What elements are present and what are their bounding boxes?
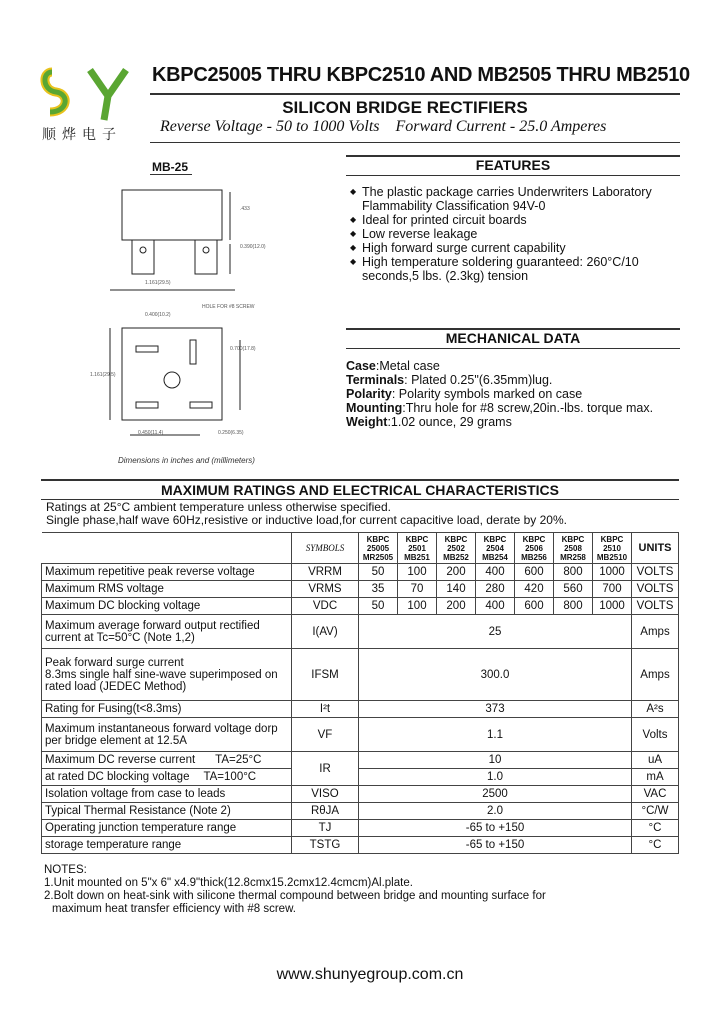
subtitle: SILICON BRIDGE RECTIFIERS [282,98,528,117]
column-header: KBPC 2508 MR258 [554,533,593,564]
table-row: Maximum RMS voltage VRMS 35 70 140 280 420 560 700 VOLTS [42,581,679,598]
table-row: at rated DC blocking voltage TA=100°C 1.0 mA [42,769,679,786]
notes-heading: NOTES: [44,864,87,876]
package-label: MB-25 [152,160,189,174]
case-label: Case [346,359,376,373]
logo-chinese-text: 顺烨电子 [42,127,122,143]
title-rule [150,93,680,95]
polarity-label: Polarity [346,387,392,401]
table-row: Peak forward surge current 8.3ms single half sine-wave superimposed on rated load (JEDEC Method) IFSM 300.0 Amps [42,649,679,701]
intro-line-2: Single phase,half wave 60Hz,resistive or inductive load,for current capacitive load, derate by 20%. [46,513,567,527]
features-list [350,185,670,283]
note-2-cont: maximum heat transfer efficiency with #8 screw. [52,903,296,915]
table-row: storage temperature range TSTG -65 to +150 °C [42,837,679,854]
table-header-row [42,533,679,564]
forward-current: Forward Current - 25.0 Amperes [395,118,607,135]
ratings-heading: MAXIMUM RATINGS AND ELECTRICAL CHARACTERISTICS [161,482,559,498]
svg-text:1.161(29.5): 1.161(29.5) [90,372,116,378]
feature-item: ◆ Low reverse leakage [350,227,670,241]
column-header: KBPC 2506 MB256 [515,533,554,564]
subtitle-rule [150,142,680,143]
svg-text:HOLE FOR #8 SCREW: HOLE FOR #8 SCREW [202,304,255,310]
rating-summary [160,118,618,136]
ratings-rule-top [41,479,679,481]
footer-url[interactable]: www.shunyegroup.com.cn [276,966,464,983]
table-row: Typical Thermal Resistance (Note 2) RθJA 2.0 °C/W [42,803,679,820]
package-drawing [90,180,310,450]
weight-label: Weight [346,415,388,429]
terminals-label: Terminals [346,373,405,387]
column-header: KBPC 2510 MB2510 [593,533,632,564]
polarity-value: : Polarity symbols marked on case [391,387,583,401]
units-header: UNITS [632,533,679,564]
case-value: :Metal case [375,359,440,373]
table-row: Maximum instantaneous forward voltage dorp per bridge element at 12.5A VF 1.1 Volts [42,718,679,752]
feature-item: ◆ Ideal for printed circuit boards [350,213,670,227]
table-row: Isolation voltage from case to leads VISO 2500 VAC [42,786,679,803]
table-row: Maximum repetitive peak reverse voltage VRRM 50 100 200 400 600 800 1000 VOLTS [42,564,679,581]
terminals-value: : Plated 0.25"(6.35mm)lug. [404,373,553,387]
table-row: Maximum DC blocking voltage VDC 50 100 200 400 600 800 1000 VOLTS [42,598,679,615]
table-row: Operating junction temperature range TJ -65 to +150 °C [42,820,679,837]
svg-text:0.700(17.8): 0.700(17.8) [230,346,256,352]
ratings-intro [46,501,567,527]
column-header: KBPC 2502 MB252 [437,533,476,564]
mounting-label: Mounting [346,401,403,415]
column-header: KBPC 2504 MB254 [476,533,515,564]
svg-text:0.250(6.35): 0.250(6.35) [218,430,244,436]
svg-text:0.450(11.4): 0.450(11.4) [138,430,164,436]
reverse-voltage: Reverse Voltage - 50 to 1000 Volts [160,118,380,135]
document-title: KBPC25005 THRU KBPC2510 AND MB2505 THRU MB2510 [152,64,690,86]
table-row: Rating for Fusing(t<8.3ms) I²t 373 A²s [42,701,679,718]
features-heading: FEATURES [475,157,551,173]
mounting-value: :Thru hole for #8 screw,20in.-lbs. torque max. [402,401,654,415]
intro-line-1: Ratings at 25°C ambient temperature unless otherwise specified. [46,500,391,514]
ratings-table [41,532,679,854]
table-row: Maximum average forward output rectified current at Tc=50°C (Note 1,2) I(AV) 25 Amps [42,615,679,649]
dimension-note: Dimensions in inches and (millimeters) [118,456,255,465]
note-1: 1.Unit mounted on 5"x 6" x4.9"thick(12.8cmx15.2cmx12.4cmcm)Al.plate. [44,877,413,889]
mechanical-heading: MECHANICAL DATA [445,330,581,346]
mechanical-data [346,359,653,429]
svg-text:1.161(29.5): 1.161(29.5) [145,280,171,286]
feature-item: ◆ High forward surge current capability [350,241,670,255]
table-row: Maximum DC reverse current TA=25°C IR 10 uA [42,752,679,769]
package-label-underline [150,174,192,175]
notes [44,864,546,916]
feature-item: ◆ High temperature soldering guaranteed: 260°C/10 seconds,5 lbs. (2.3kg) tension [350,255,670,283]
feature-item: ◆ The plastic package carries Underwriters Laboratory Flammability Classification 94V-0 [350,185,670,213]
column-header: KBPC 25005 MR2505 [359,533,398,564]
weight-value: :1.02 ounce, 29 grams [387,415,512,429]
note-2: 2.Bolt down on heat-sink with silicone thermal compound between bridge and mounting surface for [44,890,546,902]
svg-text:0.390(12.0): 0.390(12.0) [240,244,266,250]
svg-text:.433: .433 [240,206,250,212]
column-header: KBPC 2501 MB251 [398,533,437,564]
features-rule-bottom [346,175,680,176]
svg-text:0.400(10.2): 0.400(10.2) [145,312,171,318]
symbols-header: SYMBOLS [292,533,359,564]
mech-rule-bottom [346,348,680,349]
